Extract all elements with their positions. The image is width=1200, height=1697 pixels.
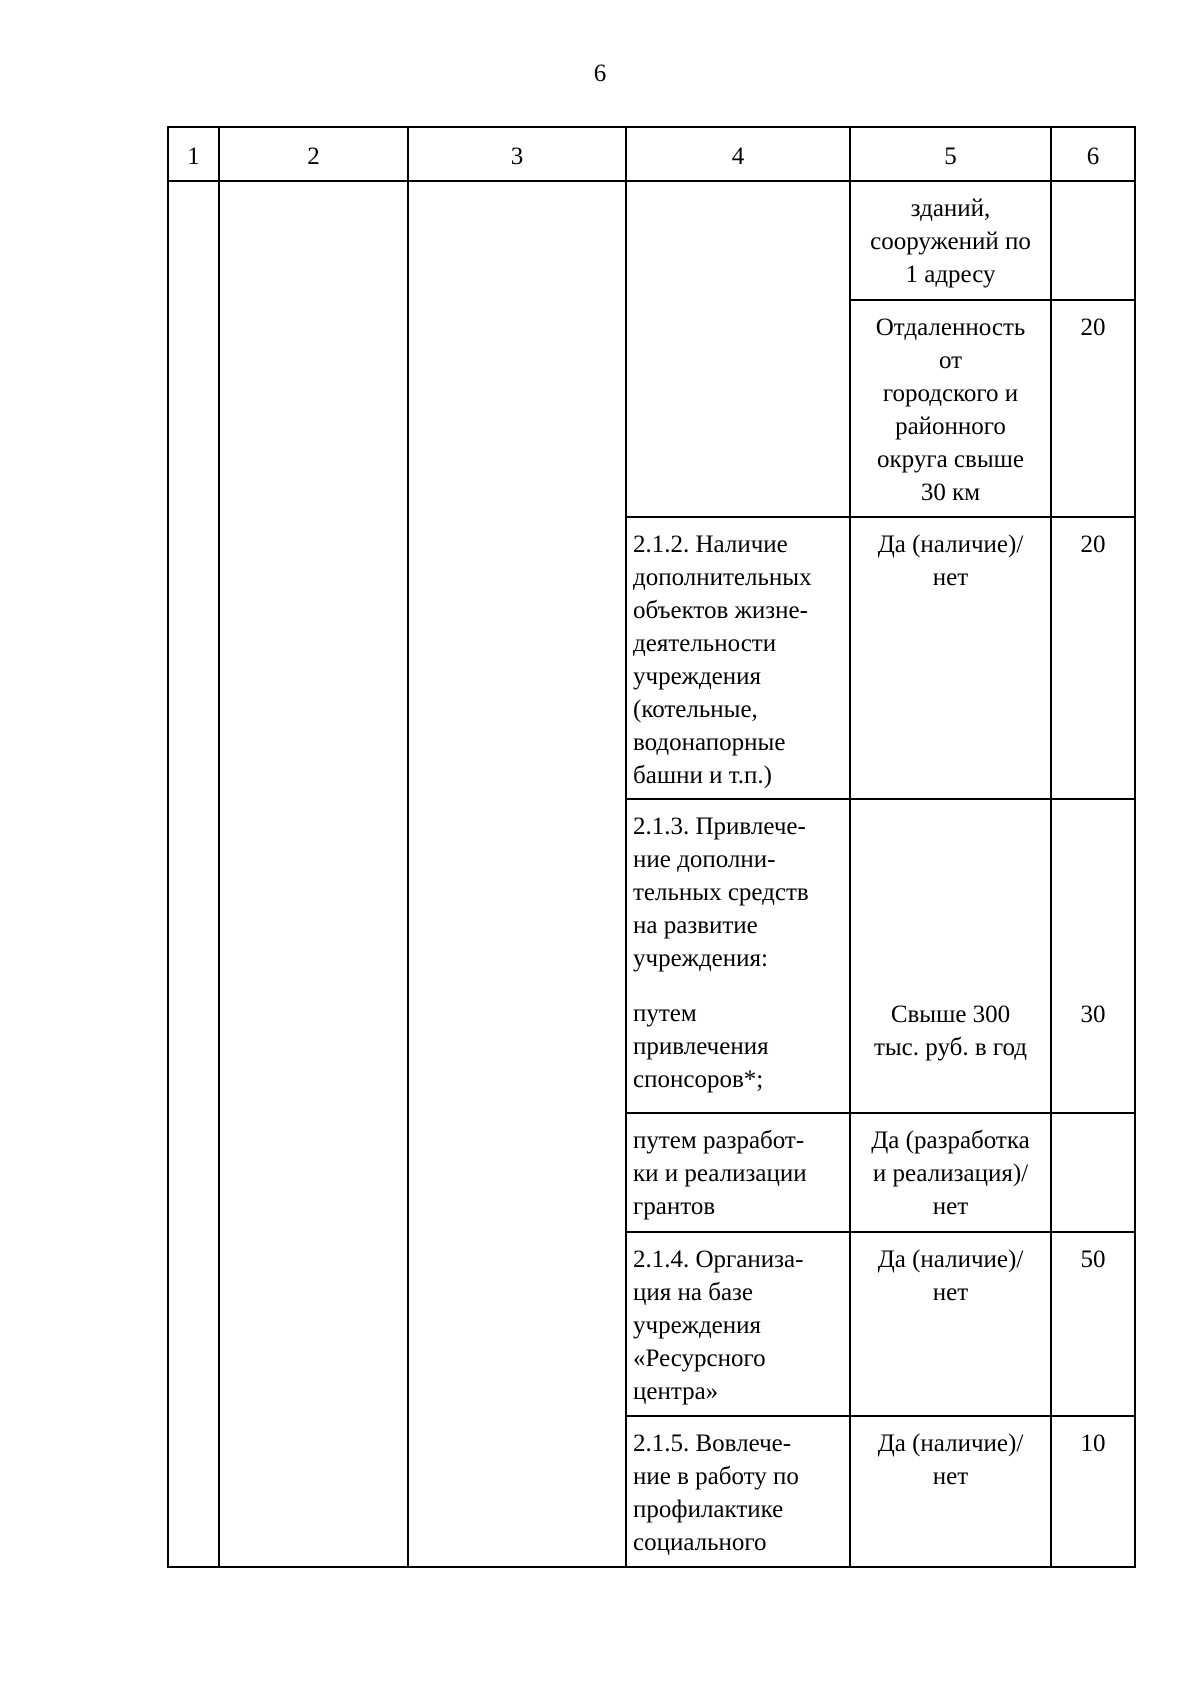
points-cell	[1051, 181, 1135, 300]
indicator-cell	[626, 181, 850, 517]
indicator-cell	[626, 799, 850, 1113]
points-cell	[1051, 799, 1135, 1113]
measure-cell: Да (наличие)/ нет	[850, 1232, 1051, 1416]
points-cell: 20	[1051, 517, 1135, 799]
indicator-cell: 2.1.2. Наличие дополнительных объектов жизне- деятельности учреждения (котельные, водонапорные башни и т.п.)	[626, 517, 850, 799]
indicator-cell: путем разработ- ки и реализации грантов	[626, 1113, 850, 1232]
points-text: 30	[1080, 1001, 1106, 1028]
indicator-sub-text: путем привлечения спонсоров*;	[633, 1000, 769, 1093]
header-cell-6: 6	[1051, 127, 1135, 181]
indicator-cell: 2.1.4. Организа- ция на базе учреждения «Ресурсного центра»	[626, 1232, 850, 1416]
measure-text: Свыше 300 тыс. руб. в год	[873, 1001, 1028, 1061]
measure-cell: Да (разработка и реализация)/ нет	[850, 1113, 1051, 1232]
measure-cell: Отдаленность от городского и районного округа свыше 30 км	[850, 300, 1051, 517]
header-cell-3: 3	[408, 127, 626, 181]
measure-cell: зданий, сооружений по 1 адресу	[850, 181, 1051, 300]
indicator-intro-text: 2.1.3. Привлече- ние дополни- тельных средств на развитие учреждения:	[633, 813, 809, 972]
table-header-row	[168, 127, 1135, 181]
points-cell	[1051, 1113, 1135, 1232]
header-cell-2: 2	[219, 127, 408, 181]
measure-cell: Да (наличие)/ нет	[850, 1416, 1051, 1567]
measure-cell: Да (наличие)/ нет	[850, 517, 1051, 799]
points-cell: 50	[1051, 1232, 1135, 1416]
page-number: 6	[593, 60, 607, 87]
table-row	[168, 181, 1135, 300]
column-3-cell	[408, 181, 626, 1567]
criteria-table	[167, 126, 1136, 1568]
measure-cell	[850, 799, 1051, 1113]
header-cell-5: 5	[850, 127, 1051, 181]
column-2-cell	[219, 181, 408, 1567]
column-1-cell	[168, 181, 219, 1567]
header-cell-1: 1	[168, 127, 219, 181]
header-cell-4: 4	[626, 127, 850, 181]
points-cell: 20	[1051, 300, 1135, 517]
indicator-cell: 2.1.5. Вовлече- ние в работу по профилактике социального	[626, 1416, 850, 1567]
points-cell: 10	[1051, 1416, 1135, 1567]
